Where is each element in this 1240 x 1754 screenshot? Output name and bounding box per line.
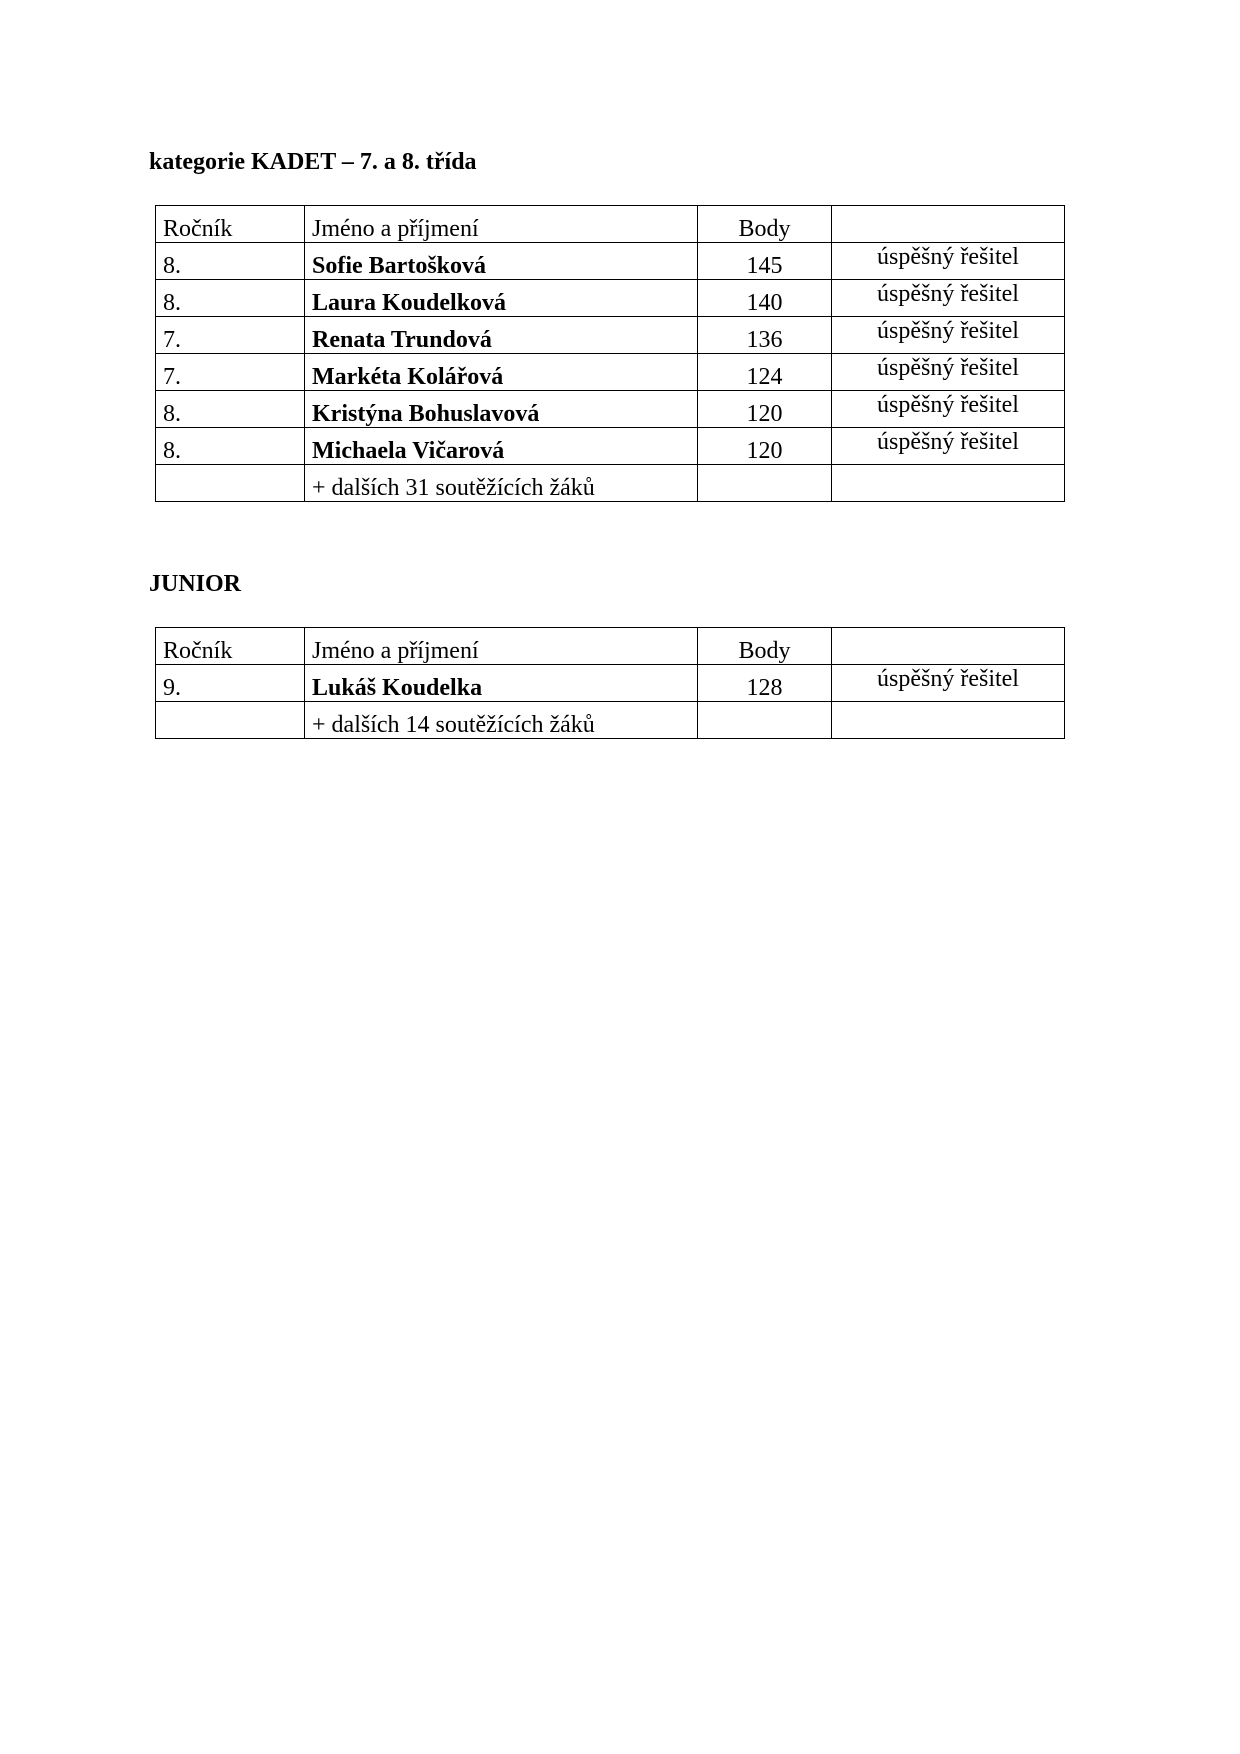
row-name: Laura Koudelková — [305, 280, 698, 317]
row-points: 145 — [698, 243, 832, 280]
row-points: 124 — [698, 354, 832, 391]
table-footer-row — [156, 702, 1065, 739]
row-status: úspěšný řešitel — [832, 354, 1065, 391]
row-points: 120 — [698, 391, 832, 428]
footer-empty-cell — [156, 702, 305, 739]
header-name: Jméno a příjmení — [305, 628, 698, 665]
header-grade: Ročník — [156, 206, 305, 243]
header-points: Body — [698, 206, 832, 243]
table-row — [156, 317, 1065, 354]
row-name: Lukáš Koudelka — [305, 665, 698, 702]
table-header-row — [156, 628, 1065, 665]
footer-empty-cell — [698, 465, 832, 502]
row-name: Michaela Vičarová — [305, 428, 698, 465]
table-row — [156, 391, 1065, 428]
row-name: Sofie Bartošková — [305, 243, 698, 280]
table-footer-row — [156, 465, 1065, 502]
header-status — [832, 628, 1065, 665]
footer-empty-cell — [832, 702, 1065, 739]
row-status: úspěšný řešitel — [832, 243, 1065, 280]
row-status: úspěšný řešitel — [832, 391, 1065, 428]
row-grade: 8. — [156, 243, 305, 280]
table-row — [156, 280, 1065, 317]
table-row — [156, 428, 1065, 465]
table-header-row — [156, 206, 1065, 243]
footer-note: + dalších 14 soutěžících žáků — [305, 702, 698, 739]
row-status: úspěšný řešitel — [832, 317, 1065, 354]
section-title-kadet: kategorie KADET – 7. a 8. třída — [149, 149, 477, 175]
table-row — [156, 665, 1065, 702]
row-name: Markéta Kolářová — [305, 354, 698, 391]
row-status: úspěšný řešitel — [832, 665, 1065, 702]
row-grade: 8. — [156, 391, 305, 428]
row-grade: 8. — [156, 280, 305, 317]
row-grade: 9. — [156, 665, 305, 702]
footer-note: + dalších 31 soutěžících žáků — [305, 465, 698, 502]
row-points: 120 — [698, 428, 832, 465]
table-row — [156, 243, 1065, 280]
header-grade: Ročník — [156, 628, 305, 665]
row-status: úspěšný řešitel — [832, 280, 1065, 317]
row-name: Renata Trundová — [305, 317, 698, 354]
header-points: Body — [698, 628, 832, 665]
results-table-kadet — [155, 205, 1065, 502]
section-title-junior: JUNIOR — [149, 571, 242, 597]
footer-empty-cell — [156, 465, 305, 502]
header-status — [832, 206, 1065, 243]
row-points: 136 — [698, 317, 832, 354]
results-table-junior — [155, 627, 1065, 739]
row-status: úspěšný řešitel — [832, 428, 1065, 465]
footer-empty-cell — [698, 702, 832, 739]
row-grade: 7. — [156, 317, 305, 354]
row-points: 128 — [698, 665, 832, 702]
row-points: 140 — [698, 280, 832, 317]
row-grade: 7. — [156, 354, 305, 391]
header-name: Jméno a příjmení — [305, 206, 698, 243]
table-row — [156, 354, 1065, 391]
footer-empty-cell — [832, 465, 1065, 502]
row-name: Kristýna Bohuslavová — [305, 391, 698, 428]
row-grade: 8. — [156, 428, 305, 465]
